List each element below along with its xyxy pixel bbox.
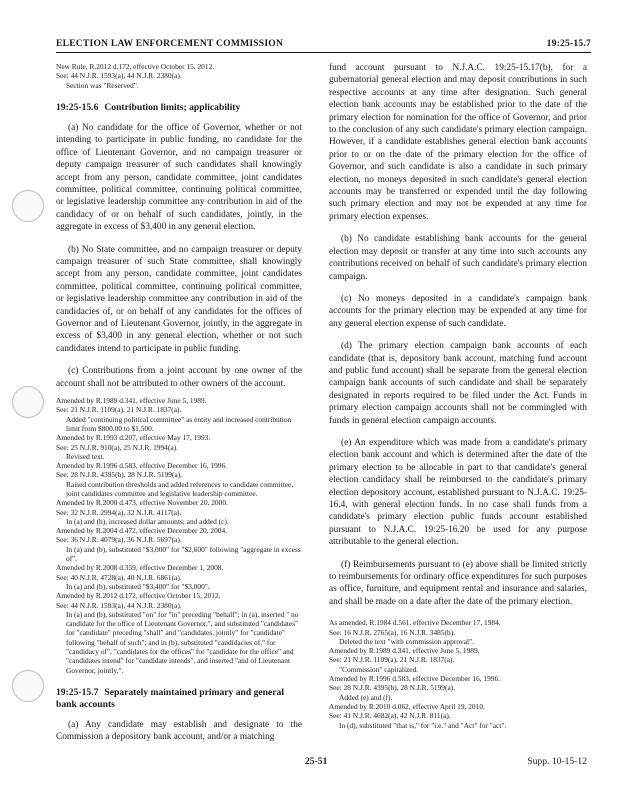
paragraph-b: (b) No candidate establishing bank accounts for the general election may deposit or transfer at any time into such accounts any contributions received on behalf of such candidate's primary election campaign.: [329, 234, 587, 282]
history-note: Amended by R.1989 d.341, effective June 5, 1989.: [329, 646, 480, 656]
note-line: See: 44 N.J.R. 1593(a), 44 N.J.R. 2380(a).: [56, 71, 182, 81]
running-header: [56, 34, 591, 53]
history-note: Added (e) and (f).: [339, 692, 393, 702]
note-line: Section was "Reserved".: [66, 80, 139, 90]
history-note: See: 41 N.J.R. 4682(a), 42 N.J.R. 811(a).: [329, 711, 451, 721]
history-note: In (a) and (b), substituted "on" for "in" preceding "behalf"; in (a), inserted " no candidate for the office of Lieutenant Governor,", and substituted "candidates" for "candidate" preceding "shall" and "candidates, jointly" for "candidate" following "behalf of such"; and in (b), substituted "candidacies of," for "candidacy of", "candidates for the offices" for "candidate for the office" and "candidates intend" for "candidate intends", and inserted "and of Lieutenant Governor, jointly,".: [66, 609, 299, 675]
section-number: 19:25-15.7: [56, 686, 99, 698]
history-note: As amended, R.1984 d.561, effective December 17, 1984.: [329, 618, 501, 628]
section-title: Contribution limits; applicability: [104, 101, 241, 113]
history-note: See: 36 N.J.R. 4079(a), 36 N.J.R. 5697(a).: [56, 535, 182, 545]
history-note: See: 40 N.J.R. 4728(a), 40 N.J.R. 6861(a).: [56, 572, 182, 582]
paragraph-b: (b) No State committee, and no campaign treasurer or deputy campaign treasurer of such State committee, shall knowingly accept from any person, candidate committee, joint candidates committee, political committee, continuing political committee, or legislative leadership committee any contribution in aid of the candidacies of, or on behalf of any candidates for the offices of Governor and of Lieutenant Governor, jointly, in the aggregate in excess of $3,400 in any general election, whether or not such candidates intend to participate in public funding.: [56, 244, 302, 354]
history-note: See: 16 N.J.R. 2765(a), 16 N.J.R. 3485(b).: [329, 627, 456, 637]
history-note: Amended by R.2004 d.472, effective December 20, 2004.: [56, 526, 228, 536]
top-notes: [56, 62, 302, 90]
history-note: In (a) and (b), substituted "$3,400" for "$3,000".: [66, 581, 210, 591]
history-note: Amended by R.2000 d.473, effective November 20, 2000.: [56, 498, 228, 508]
paragraph-a-start: (a) Any candidate may establish and designate to the Commission a depository bank account, and/or a matching: [56, 719, 302, 743]
history-note: Amended by R.1993 d.207, effective May 17, 1993.: [56, 433, 211, 443]
paragraph-a-continued: fund account pursuant to N.J.A.C. 19:25-15.17(b), for a gubernatorial general election and may deposit contributions in such respective accounts at any time after designation. Such general election bank accounts may be established prior to the date of the primary election for nomination for the office of Governor, and prior to the conclusion of any such candidate's primary election campaign. However, if a candidate establishes general election bank accounts prior to or on the date of the primary election for the office of Governor, and such candidate is also a candidate in such primary election, no moneys deposited in such candidate's general election accounts may be transferred or expended until the day following such primary election and may not be expended at any time for primary election expenses.: [329, 63, 587, 222]
history-note: See: 32 N.J.R. 2994(a), 32 N.J.R. 4117(a).: [56, 507, 182, 517]
history-note: Revised text.: [66, 451, 105, 461]
history-note: Added "continuing political committee" as entity and increased contribution limit from $800.00 to $1,500.: [66, 414, 292, 433]
section-heading-15-7: [56, 687, 302, 711]
history-note: Amended by R.1996 d.583, effective December 16, 1996.: [56, 461, 228, 471]
history-note: Amended by R.1996 d.583, effective December 16, 1996.: [329, 674, 501, 684]
paragraph-f: (f) Reimbursements pursuant to (e) above shall be limited strictly to reimbursements for ordinary office expenditures for such purposes as office, furniture, and equipment rental and insurance and salaries, and shall be made on a date after the date of the primary election.: [329, 559, 587, 607]
paragraph-e: (e) An expenditure which was made from a candidate's primary election bank account and which is determined after the date of the primary election to be allocable in part to that candidate's general election candidacy shall be reimbursed to the candidate's primary election depository account, established pursuant to N.J.A.C. 19:25-16.4, with general election funds. In no case shall funds from a candidate's primary election public funds account established pursuant to N.J.A.C. 19:25-16.20 be used for any purpose attributable to the general election.: [329, 437, 587, 548]
history-note: See: 21 N.J.R. 1109(a), 21 N.J.R. 1837(a).: [329, 655, 455, 665]
paragraph-d: (d) The primary election campaign bank accounts of each candidate (that is, depository bank account, matching fund account and public fund account) shall be separate from the general election campaign bank accounts of such candidate and shall be separately designated in reports required to be filed under the Act. Funds in primary election campaign accounts shall not be commingled with funds in general election campaign accounts.: [329, 341, 587, 426]
left-column: [56, 62, 302, 744]
history-notes-15-6: [56, 396, 302, 675]
history-note: Amended by R.2012 d.172, effective October 15, 2012.: [56, 591, 221, 601]
binder-hole-bottom: [12, 670, 44, 702]
history-note: See: 28 N.J.R. 4395(b), 28 N.J.R. 5199(a).: [329, 683, 456, 693]
paragraph-a: (a) No candidate for the office of Governor, whether or not intending to participate in public funding, no candidate for the office of Lieutenant Governor, and no campaign treasurer or deputy campaign treasurer of such candidates shall knowingly accept from any person, candidate committee, joint candidates committee, political committee, continuing political committee, or legislative leadership committee any contribution in aid of the candidacy of or on behalf of such candidates, jointly, in the aggregate in excess of $3,400 in any general election.: [56, 122, 302, 233]
history-note: Raised contribution thresholds and added references to candidate committee, joint candidates committee and legislative leadership committee.: [66, 479, 294, 498]
history-note: See: 28 N.J.R. 4395(b), 28 N.J.R. 5199(a).: [56, 470, 183, 480]
history-note: "Commission" capitalized.: [339, 664, 419, 674]
supplement-date: Supp. 10-15-12: [527, 756, 587, 767]
history-note: See: 25 N.J.R. 910(a), 25 N.J.R. 1994(a).: [56, 442, 178, 452]
paragraph-c: (c) Contributions from a joint account by one owner of the account shall not be attributed to other owners of the account.: [56, 366, 302, 389]
history-note: In (d), substituted "that is," for "i.e." and "Act" for "act".: [339, 720, 507, 730]
history-note: Deleted the text "with commission approval".: [339, 636, 474, 646]
section-number: 19:25-15.6: [56, 101, 99, 113]
history-note: See: 44 N.J.R. 1593(a), 44 N.J.R. 2380(a).: [56, 600, 182, 610]
history-note: Amended by R.1989 d.341, effective June 5, 1989.: [56, 396, 207, 406]
history-note: Amended by R.2008 d.359, effective December 1, 2008.: [56, 563, 224, 573]
history-note: In (a) and (b), increased dollar amounts; and added (c).: [66, 516, 229, 526]
header-title: ELECTION LAW ENFORCEMENT COMMISSION: [56, 38, 284, 49]
history-notes-15-7: [329, 618, 587, 730]
section-heading-15-6: [56, 102, 302, 114]
right-column: [329, 62, 587, 730]
history-note: See: 21 N.J.R. 1109(a), 21 N.J.R. 1837(a).: [56, 405, 182, 415]
history-note: In (a) and (b), substituted "$3,000" for "$2,600" following "aggregate in excess of".: [66, 544, 301, 564]
paragraph-c: (c) No moneys deposited in a candidate's campaign bank accounts for the primary election may be expended at any time for any general election expense of such candidate.: [329, 293, 587, 329]
section-title: Separately maintained primary and general bank accounts: [56, 686, 284, 710]
binder-hole-top: [12, 190, 44, 222]
binder-hole-middle: [12, 386, 44, 418]
note-line: New Rule, R.2012 d.172, effective October 15, 2012.: [56, 62, 215, 71]
history-note: Amended by R.2010 d.062, effective April 19, 2010.: [329, 701, 485, 711]
header-section-number: 19:25-15.7: [546, 38, 591, 49]
page-number: 25-51: [305, 756, 328, 767]
